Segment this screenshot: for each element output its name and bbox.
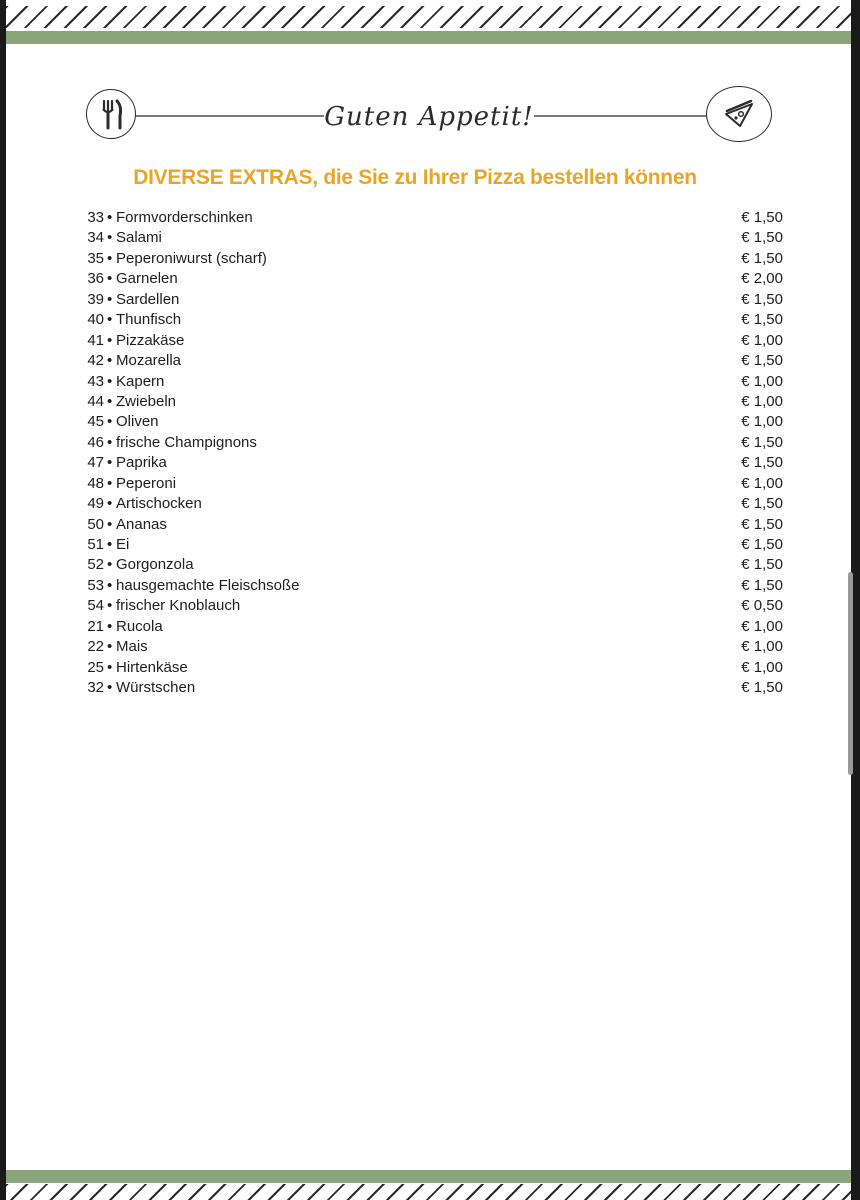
section-headline: DIVERSE EXTRAS, die Sie zu Ihrer Pizza bestellen können: [133, 166, 697, 189]
item-number: 44: [87, 392, 104, 410]
item-price: € 1,50: [741, 454, 783, 472]
item-name: Sardellen: [116, 290, 180, 308]
item-price: € 1,50: [741, 352, 783, 370]
item-name: hausgemachte Fleischsoße: [116, 576, 300, 594]
item-number: 53: [87, 576, 104, 594]
list-item: [78, 494, 783, 514]
item-price: € 1,00: [741, 658, 783, 676]
bullet-separator: •: [107, 597, 113, 615]
item-price: € 1,50: [741, 290, 783, 308]
item-price: € 0,50: [741, 597, 783, 615]
pizza-slice-icon: [706, 86, 772, 142]
item-name: Garnelen: [116, 270, 178, 288]
bullet-separator: •: [107, 536, 113, 553]
scrollbar-thumb[interactable]: [848, 572, 853, 775]
bullet-separator: •: [107, 454, 113, 472]
item-name: Pizzakäse: [116, 331, 185, 349]
list-item: [78, 637, 783, 657]
item-name: Formvorderschinken: [116, 209, 253, 226]
item-number: 54: [87, 597, 104, 615]
bottom-hatch-border: [6, 1184, 851, 1200]
list-item: [78, 412, 783, 432]
list-item: [78, 433, 783, 453]
bullet-separator: •: [107, 576, 113, 594]
item-name: Salami: [116, 229, 162, 247]
item-name: Artischocken: [116, 495, 202, 513]
item-price: € 1,00: [741, 413, 783, 431]
item-price: € 1,00: [741, 474, 783, 492]
item-number: 47: [87, 454, 104, 472]
item-name: Zwiebeln: [116, 392, 177, 410]
item-number: 41: [87, 331, 104, 349]
item-name: Peperoniwurst (scharf): [116, 249, 267, 267]
item-price: € 1,50: [741, 249, 783, 267]
item-price: € 1,00: [741, 392, 783, 410]
item-price: € 1,00: [741, 617, 783, 635]
item-number: 32: [87, 679, 104, 697]
item-name: Mozarella: [116, 352, 182, 370]
bullet-separator: •: [107, 413, 113, 431]
list-item: [78, 351, 783, 371]
item-number: 51: [87, 536, 104, 553]
list-item: [78, 658, 783, 678]
item-price: € 2,00: [741, 270, 783, 288]
item-price: € 1,00: [741, 372, 783, 390]
list-item: [78, 228, 783, 248]
list-item: [78, 310, 783, 330]
item-name: Hirtenkäse: [116, 658, 188, 676]
item-number: 25: [87, 658, 104, 676]
bullet-separator: •: [107, 495, 113, 513]
item-number: 45: [87, 413, 104, 431]
extras-list: [78, 208, 783, 699]
bullet-separator: •: [107, 658, 113, 676]
bullet-separator: •: [107, 617, 113, 635]
item-number: 52: [87, 556, 104, 574]
item-number: 36: [87, 270, 104, 288]
item-name: Thunfisch: [116, 311, 182, 329]
bullet-separator: •: [107, 270, 113, 288]
bullet-separator: •: [107, 556, 113, 574]
bullet-separator: •: [107, 290, 113, 308]
list-item: [78, 453, 783, 473]
item-price: € 1,50: [741, 433, 783, 451]
item-number: 34: [87, 229, 104, 247]
list-item: [78, 678, 783, 698]
item-name: Oliven: [116, 413, 159, 431]
item-price: € 1,50: [741, 495, 783, 513]
item-name: Ei: [116, 536, 130, 553]
item-name: Rucola: [116, 617, 163, 635]
bullet-separator: •: [107, 474, 113, 492]
bullet-separator: •: [107, 392, 113, 410]
bullet-separator: •: [107, 638, 113, 656]
item-number: 50: [87, 515, 104, 533]
list-item: [78, 331, 783, 351]
list-item: [78, 249, 783, 269]
item-name: frischer Knoblauch: [116, 597, 241, 615]
bullet-separator: •: [107, 679, 113, 697]
bullet-separator: •: [107, 515, 113, 533]
list-item: [78, 515, 783, 535]
item-name: Paprika: [116, 454, 167, 472]
item-name: Peperoni: [116, 474, 177, 492]
item-price: € 1,00: [741, 331, 783, 349]
item-price: € 1,50: [741, 576, 783, 594]
item-price: € 1,50: [741, 311, 783, 329]
list-item: [78, 372, 783, 392]
bullet-separator: •: [107, 433, 113, 451]
item-number: 43: [87, 372, 104, 390]
item-number: 33: [87, 209, 104, 226]
bullet-separator: •: [107, 352, 113, 370]
item-price: € 1,50: [741, 536, 783, 553]
list-item: [78, 555, 783, 575]
list-item: [78, 392, 783, 412]
list-item: [78, 617, 783, 637]
item-number: 35: [87, 249, 104, 267]
item-name: Würstschen: [116, 679, 196, 697]
bullet-separator: •: [107, 209, 113, 226]
bullet-separator: •: [107, 331, 113, 349]
item-number: 22: [87, 638, 104, 656]
item-name: Gorgonzola: [116, 556, 194, 574]
item-price: € 1,50: [741, 229, 783, 247]
bullet-separator: •: [107, 311, 113, 329]
item-price: € 1,50: [741, 209, 783, 226]
item-number: 21: [87, 617, 104, 635]
bullet-separator: •: [107, 249, 113, 267]
list-item: [78, 269, 783, 289]
item-number: 42: [87, 352, 104, 370]
list-item: [78, 208, 783, 228]
item-number: 40: [87, 311, 104, 329]
script-title: Guten Appetit!: [324, 92, 534, 142]
item-number: 48: [87, 474, 104, 492]
item-price: € 1,00: [741, 638, 783, 656]
item-price: € 1,50: [741, 679, 783, 697]
item-name: Mais: [116, 638, 148, 656]
item-number: 39: [87, 290, 104, 308]
item-price: € 1,50: [741, 515, 783, 533]
list-item: [78, 596, 783, 616]
bottom-green-band: [6, 1170, 851, 1183]
list-item: [78, 290, 783, 310]
menu-page: [6, 0, 851, 1200]
cutlery-icon: [86, 89, 136, 139]
item-number: 46: [87, 433, 104, 451]
item-name: Ananas: [116, 515, 167, 533]
list-item: [78, 474, 783, 494]
item-name: Kapern: [116, 372, 165, 390]
item-number: 49: [87, 495, 104, 513]
item-name: frische Champignons: [116, 433, 257, 451]
list-item: [78, 535, 783, 555]
bullet-separator: •: [107, 229, 113, 247]
list-item: [78, 576, 783, 596]
item-price: € 1,50: [741, 556, 783, 574]
bullet-separator: •: [107, 372, 113, 390]
